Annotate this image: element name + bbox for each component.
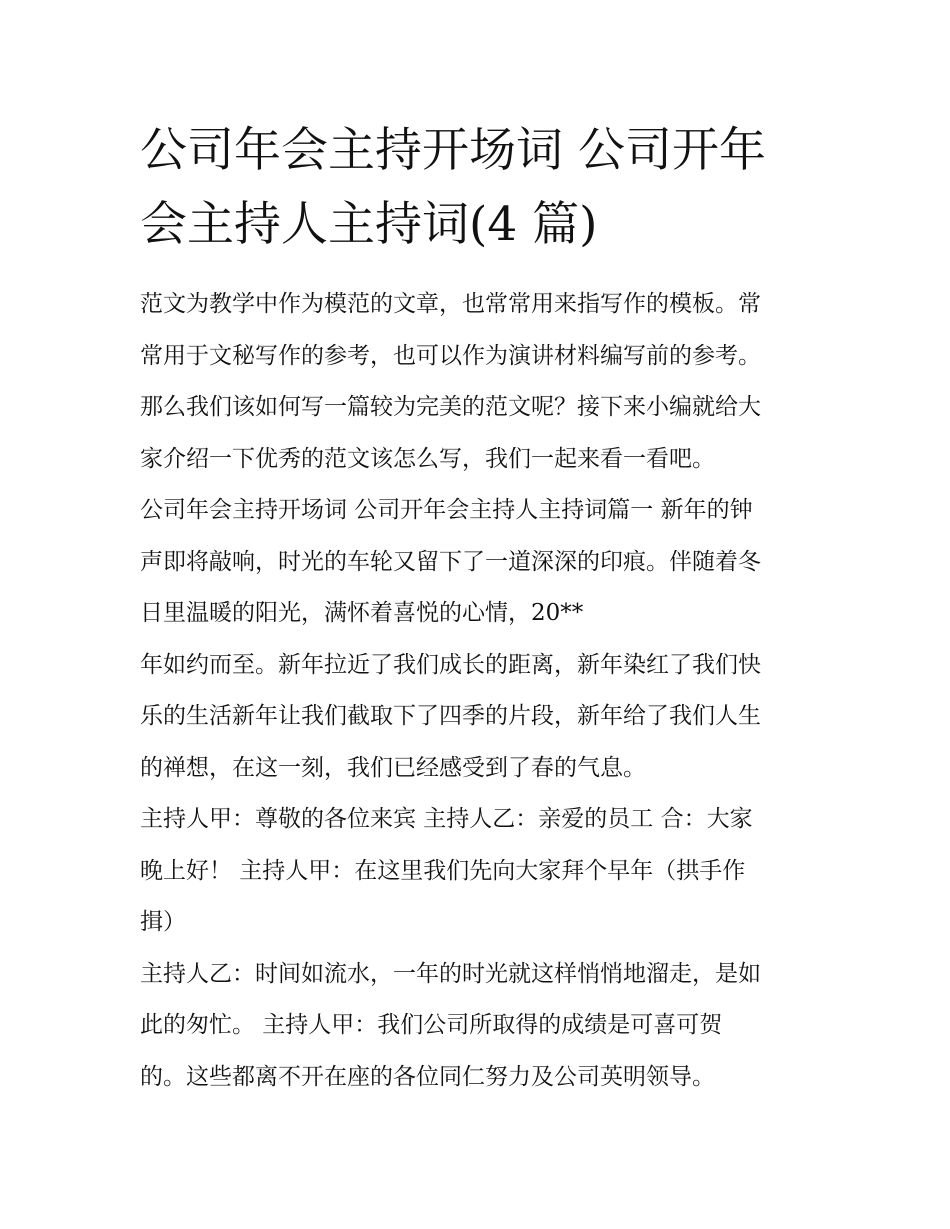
body-line: 揖） (140, 909, 186, 935)
body-line: 的禅想，在这一刻，我们已经感受到了春的气息。 (140, 754, 646, 781)
title-line: 公司年会主持开场词 公司开年 (140, 123, 766, 178)
body-line: 日里温暖的阳光，满怀着喜悦的心情，20** (140, 600, 584, 626)
body-line: 年如约而至。新年拉近了我们成长的距离，新年染红了我们快 (140, 651, 761, 678)
title-line: 会主持人主持词(4 篇) (140, 197, 598, 252)
body-line: 公司年会主持开场词 公司开年会主持人主持词篇一 新年的钟 (140, 497, 753, 523)
body-line: 声即将敲响，时光的车轮又留下了一道深深的印痕。伴随着冬 (140, 548, 761, 575)
body-line: 的。这些都离不开在座的各位同仁努力及公司英明领导。 (140, 1063, 715, 1090)
document-body (140, 279, 820, 1103)
body-line: 乐的生活新年让我们截取下了四季的片段，新年给了我们人生 (140, 703, 761, 729)
body-line: 此的匆忙。 主持人甲：我们公司所取得的成绩是可喜可贺 (140, 1012, 723, 1038)
body-line: 家介绍一下优秀的范文该怎么写，我们一起来看一看吧。 (140, 445, 715, 472)
body-line: 主持人乙：时间如流水，一年的时光就这样悄悄地溜走，是如 (140, 960, 761, 987)
body-line: 那么我们该如何写一篇较为完美的范文呢？接下来小编就给大 (140, 394, 761, 420)
document-title (140, 114, 820, 262)
body-line: 范文为教学中作为模范的文章，也常常用来指写作的模板。常 (140, 291, 761, 317)
body-line: 晚上好！ 主持人甲：在这里我们先向大家拜个早年（拱手作 (140, 857, 746, 884)
body-line: 主持人甲：尊敬的各位来宾 主持人乙：亲爱的员工 合：大家 (140, 806, 753, 832)
body-line: 常用于文秘写作的参考，也可以作为演讲材料编写前的参考。 (140, 342, 761, 369)
